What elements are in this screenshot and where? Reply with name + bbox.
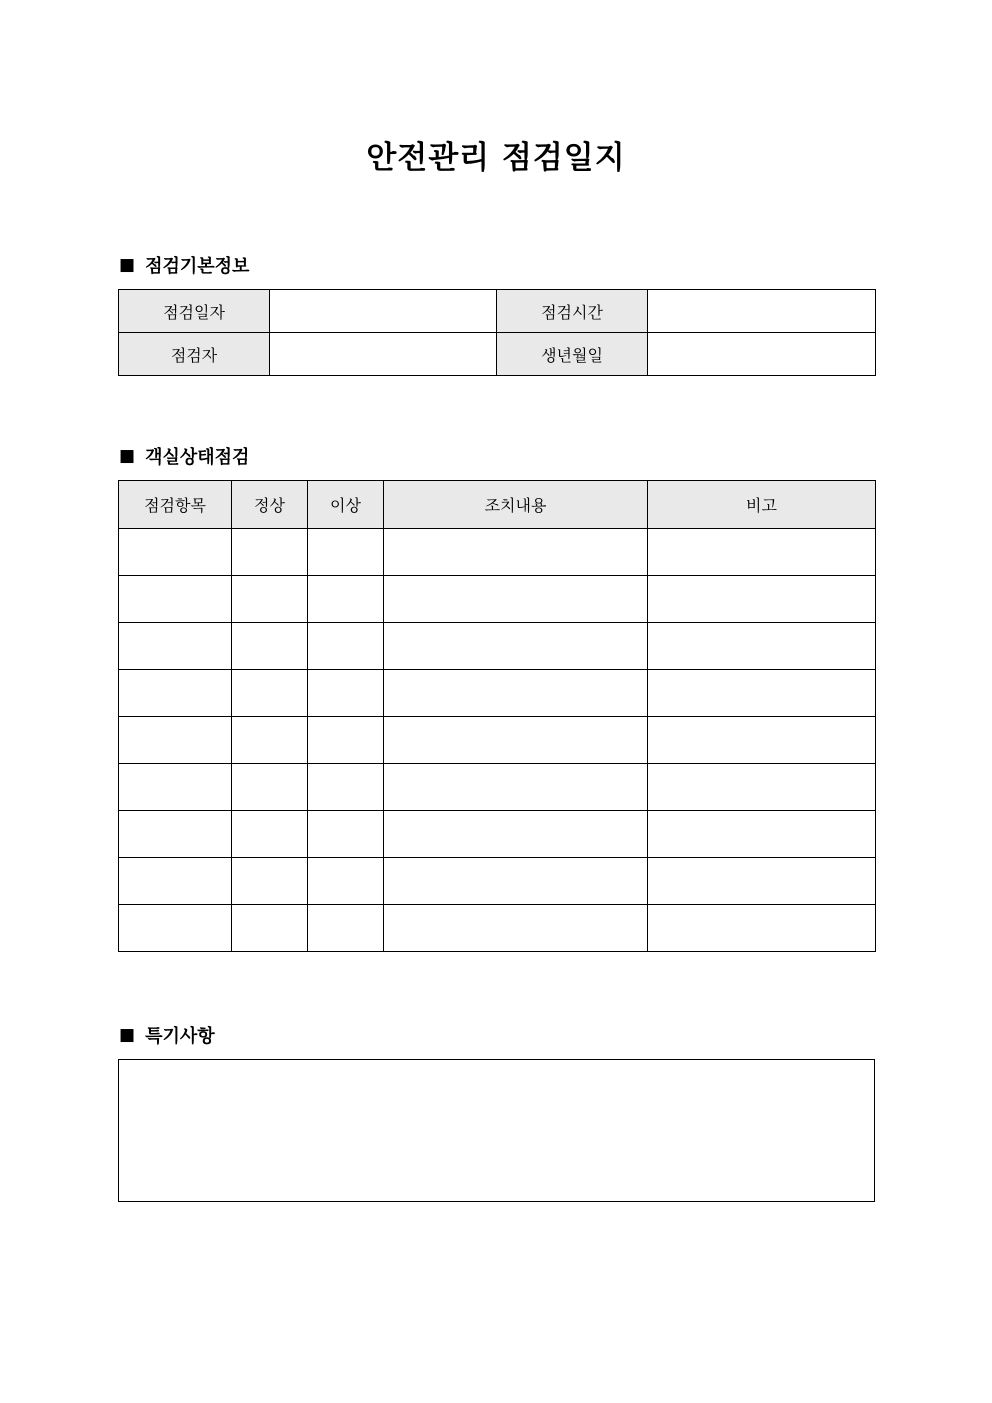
basic-info-table bbox=[118, 289, 876, 376]
column-header-remarks: 비고 bbox=[648, 481, 876, 529]
action-cell[interactable] bbox=[384, 623, 648, 670]
item-cell[interactable] bbox=[119, 717, 232, 764]
remarks-cell[interactable] bbox=[648, 576, 876, 623]
normal-cell[interactable] bbox=[232, 811, 308, 858]
column-header-action: 조치내용 bbox=[384, 481, 648, 529]
inspection-date-field[interactable] bbox=[270, 290, 497, 333]
table-row bbox=[119, 529, 876, 576]
column-header-normal: 정상 bbox=[232, 481, 308, 529]
page-title: 안전관리 점검일지 bbox=[366, 140, 626, 176]
item-cell[interactable] bbox=[119, 858, 232, 905]
inspection-date-label: 점검일자 bbox=[119, 290, 270, 333]
table-row bbox=[119, 905, 876, 952]
abnormal-cell[interactable] bbox=[308, 623, 384, 670]
item-cell[interactable] bbox=[119, 623, 232, 670]
abnormal-cell[interactable] bbox=[308, 811, 384, 858]
column-header-abnormal: 이상 bbox=[308, 481, 384, 529]
table-row bbox=[119, 717, 876, 764]
table-row bbox=[119, 623, 876, 670]
square-bullet-icon: ■ bbox=[119, 446, 136, 466]
item-cell[interactable] bbox=[119, 905, 232, 952]
action-cell[interactable] bbox=[384, 811, 648, 858]
action-cell[interactable] bbox=[384, 576, 648, 623]
action-cell[interactable] bbox=[384, 905, 648, 952]
abnormal-cell[interactable] bbox=[308, 905, 384, 952]
abnormal-cell[interactable] bbox=[308, 717, 384, 764]
action-cell[interactable] bbox=[384, 717, 648, 764]
room-check-table bbox=[118, 480, 876, 952]
section-heading-basic-info bbox=[119, 253, 249, 277]
action-cell[interactable] bbox=[384, 670, 648, 717]
abnormal-cell[interactable] bbox=[308, 764, 384, 811]
remarks-cell[interactable] bbox=[648, 764, 876, 811]
inspector-field[interactable] bbox=[270, 333, 497, 376]
inspector-label: 점검자 bbox=[119, 333, 270, 376]
normal-cell[interactable] bbox=[232, 858, 308, 905]
normal-cell[interactable] bbox=[232, 670, 308, 717]
normal-cell[interactable] bbox=[232, 529, 308, 576]
table-row bbox=[119, 764, 876, 811]
item-cell[interactable] bbox=[119, 811, 232, 858]
normal-cell[interactable] bbox=[232, 623, 308, 670]
special-notes-field[interactable] bbox=[118, 1059, 875, 1202]
remarks-cell[interactable] bbox=[648, 623, 876, 670]
table-row bbox=[119, 576, 876, 623]
inspection-time-field[interactable] bbox=[648, 290, 876, 333]
remarks-cell[interactable] bbox=[648, 811, 876, 858]
item-cell[interactable] bbox=[119, 529, 232, 576]
normal-cell[interactable] bbox=[232, 764, 308, 811]
item-cell[interactable] bbox=[119, 670, 232, 717]
remarks-cell[interactable] bbox=[648, 670, 876, 717]
normal-cell[interactable] bbox=[232, 905, 308, 952]
remarks-cell[interactable] bbox=[648, 858, 876, 905]
birth-date-label: 생년월일 bbox=[497, 333, 648, 376]
section-heading-notes bbox=[119, 1023, 215, 1047]
square-bullet-icon: ■ bbox=[119, 255, 136, 275]
abnormal-cell[interactable] bbox=[308, 670, 384, 717]
section-heading-label: 특기사항 bbox=[145, 1026, 215, 1047]
abnormal-cell[interactable] bbox=[308, 529, 384, 576]
column-header-item: 점검항목 bbox=[119, 481, 232, 529]
item-cell[interactable] bbox=[119, 576, 232, 623]
table-row bbox=[119, 811, 876, 858]
section-heading-room-check bbox=[119, 444, 249, 468]
table-row bbox=[119, 333, 876, 376]
item-cell[interactable] bbox=[119, 764, 232, 811]
table-row bbox=[119, 858, 876, 905]
remarks-cell[interactable] bbox=[648, 529, 876, 576]
normal-cell[interactable] bbox=[232, 717, 308, 764]
room-check-rows bbox=[119, 529, 876, 952]
section-heading-label: 객실상태점검 bbox=[145, 447, 250, 468]
action-cell[interactable] bbox=[384, 764, 648, 811]
abnormal-cell[interactable] bbox=[308, 858, 384, 905]
action-cell[interactable] bbox=[384, 529, 648, 576]
remarks-cell[interactable] bbox=[648, 905, 876, 952]
normal-cell[interactable] bbox=[232, 576, 308, 623]
table-row bbox=[119, 290, 876, 333]
remarks-cell[interactable] bbox=[648, 717, 876, 764]
square-bullet-icon: ■ bbox=[119, 1025, 136, 1045]
table-row bbox=[119, 670, 876, 717]
section-heading-label: 점검기본정보 bbox=[145, 256, 250, 277]
birth-date-field[interactable] bbox=[648, 333, 876, 376]
action-cell[interactable] bbox=[384, 858, 648, 905]
inspection-time-label: 점검시간 bbox=[497, 290, 648, 333]
table-header-row bbox=[119, 481, 876, 529]
abnormal-cell[interactable] bbox=[308, 576, 384, 623]
